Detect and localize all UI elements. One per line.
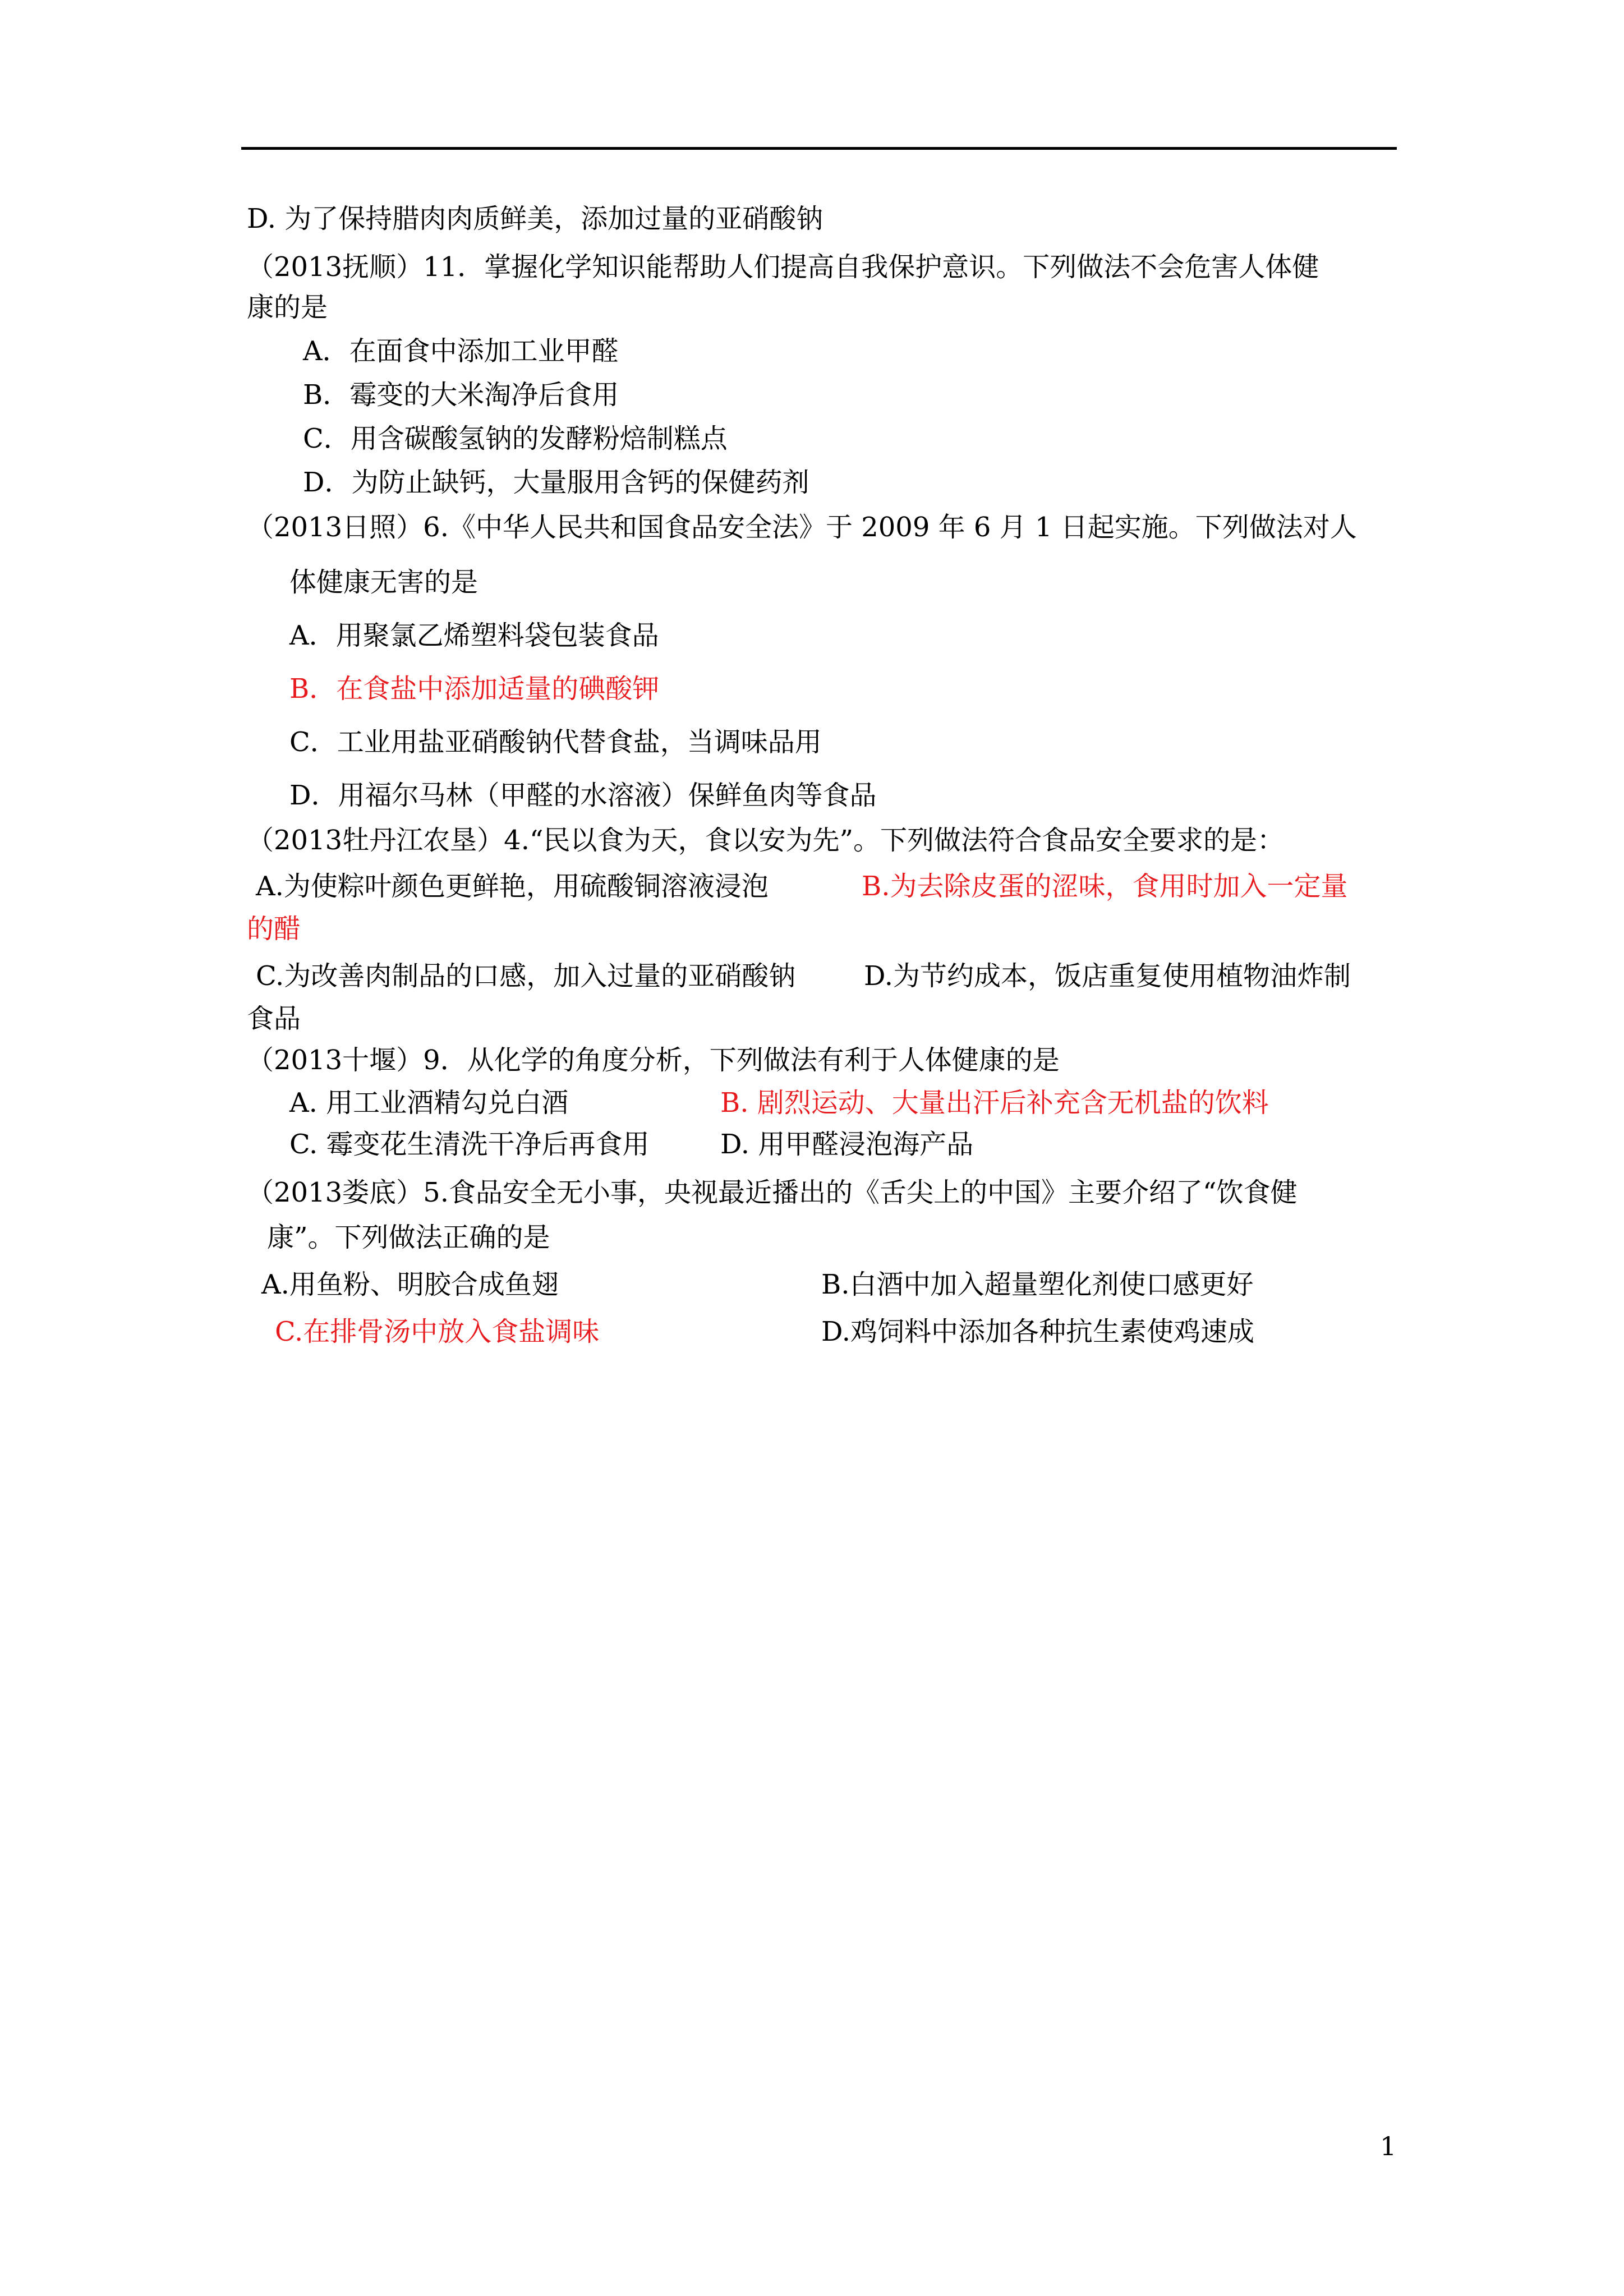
- q5-stem-line2: 康”。下列做法正确的是: [267, 1222, 550, 1253]
- q3-option-d: D.为节约成本，饭店重复使用植物油炸制: [864, 960, 1351, 992]
- q2-option-b-answer: B．在食盐中添加适量的碘酸钾: [289, 673, 660, 705]
- q4-stem: （2013十堰）9．从化学的角度分析，下列做法有利于人体健康的是: [247, 1045, 1060, 1076]
- q4-option-a: A. 用工业酒精勾兑白酒: [289, 1087, 569, 1119]
- q3-option-a: A.为使粽叶颜色更鲜艳，用硫酸铜溶液浸泡: [256, 871, 769, 902]
- q1-option-d: D．为防止缺钙，大量服用含钙的保健药剂: [303, 467, 809, 498]
- prev-question-option-d: D. 为了保持腊肉肉质鲜美，添加过量的亚硝酸钠: [247, 203, 823, 234]
- q2-option-c: C．工业用盐亚硝酸钠代替食盐，当调味品用: [289, 726, 822, 758]
- q1-stem-line1: （2013抚顺）11．掌握化学知识能帮助人们提高自我保护意识。下列做法不会危害人体健: [247, 251, 1319, 283]
- q1-option-a: A．在面食中添加工业甲醛: [303, 335, 619, 367]
- q5-option-a: A.用鱼粉、明胶合成鱼翅: [261, 1269, 559, 1300]
- q5-option-b: B.白酒中加入超量塑化剂使口感更好: [821, 1269, 1254, 1300]
- q4-option-d: D. 用甲醛浸泡海产品: [720, 1129, 974, 1160]
- page-number: 1: [1380, 2131, 1397, 2161]
- q3-option-b-continued: 的醋: [247, 913, 301, 945]
- q3-option-c: C.为改善肉制品的口感，加入过量的亚硝酸钠: [256, 960, 796, 992]
- header-rule: [241, 147, 1397, 150]
- q3-stem: （2013牡丹江农垦）4.“民以食为天，食以安为先”。下列做法符合食品安全要求的是：: [247, 825, 1285, 856]
- q2-option-a: A．用聚氯乙烯塑料袋包装食品: [289, 620, 659, 651]
- q5-stem-line1: （2013娄底）5.食品安全无小事，央视最近播出的《舌尖上的中国》主要介绍了“饮食健: [247, 1177, 1298, 1208]
- q5-option-c-answer: C.在排骨汤中放入食盐调味: [275, 1316, 600, 1347]
- q1-option-c: C．用含碳酸氢钠的发酵粉焙制糕点: [303, 423, 728, 454]
- q3-option-b-answer: B.为去除皮蛋的涩味，食用时加入一定量: [862, 871, 1348, 902]
- q1-stem-line2: 康的是: [247, 292, 328, 323]
- q4-option-c: C. 霉变花生清洗干净后再食用: [289, 1129, 650, 1160]
- q1-option-b: B．霉变的大米淘净后食用: [303, 379, 619, 411]
- q2-option-d: D．用福尔马林（甲醛的水溶液）保鲜鱼肉等食品: [289, 780, 877, 811]
- q2-stem-line1: （2013日照）6.《中华人民共和国食品安全法》于 2009 年 6 月 1 日起实施。下列做法对人: [247, 512, 1357, 543]
- q4-option-b-answer: B. 剧烈运动、大量出汗后补充含无机盐的饮料: [720, 1087, 1269, 1119]
- q3-option-d-continued: 食品: [247, 1003, 301, 1034]
- q5-option-d: D.鸡饲料中添加各种抗生素使鸡速成: [821, 1316, 1255, 1347]
- q2-stem-line2: 体健康无害的是: [289, 567, 479, 598]
